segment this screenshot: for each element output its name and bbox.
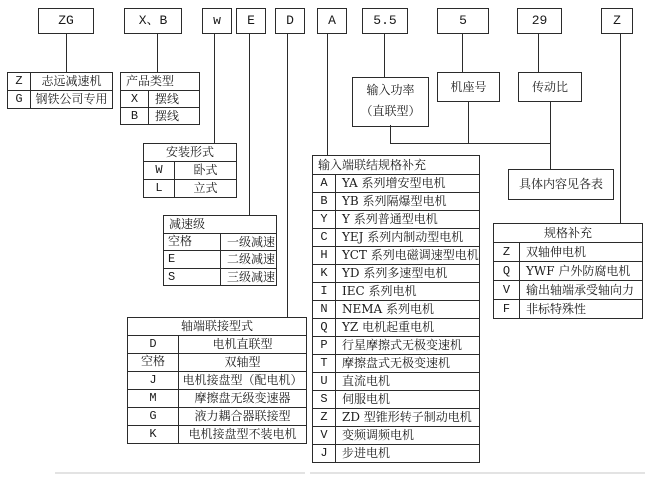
desc-cell: 液力耦合器联接型 <box>194 409 291 423</box>
code-cell: P <box>313 337 336 354</box>
table-row <box>164 233 276 250</box>
table-row <box>313 390 479 408</box>
table-row <box>313 174 479 192</box>
table-title: 规格补充 <box>543 226 592 240</box>
table-row <box>128 371 306 389</box>
code-cell: L <box>144 180 175 197</box>
code-cell: A <box>313 175 336 192</box>
brand-table <box>7 72 113 109</box>
table-row <box>128 407 306 425</box>
input-power-label-line2: （直联型） <box>360 104 421 118</box>
table-row <box>313 426 479 444</box>
code-box-stage: E <box>236 8 266 34</box>
table-row <box>313 282 479 300</box>
code-cell: K <box>128 426 179 443</box>
desc-cell: NEMA 系列电机 <box>342 302 435 316</box>
connector-ratio-line <box>538 34 539 72</box>
code-cell: F <box>494 300 520 318</box>
callout-input-power <box>352 77 429 127</box>
connector-ratio-to-see-tables <box>550 102 551 169</box>
code-cell: 空格 <box>164 234 221 250</box>
table-row <box>494 242 642 261</box>
table-title: 输入端联结规格补充 <box>318 158 427 172</box>
table-title: 安装形式 <box>165 145 214 159</box>
desc-cell: 立式 <box>193 181 218 195</box>
callout-see-tables: 具体内容见各表 <box>508 169 614 200</box>
table-row <box>121 90 199 107</box>
code-cell: I <box>313 283 336 300</box>
connector-power-to-bus <box>390 125 391 143</box>
desc-cell: 直流电机 <box>342 374 391 388</box>
code-cell: D <box>128 336 179 353</box>
code-cell: V <box>494 281 520 299</box>
table-row <box>313 192 479 210</box>
table-title: 产品类型 <box>126 74 175 88</box>
connector-stage-line <box>249 34 250 215</box>
connector-input-line <box>327 34 328 155</box>
code-cell: X <box>121 91 149 107</box>
code-cell: H <box>313 247 336 264</box>
code-cell: 空格 <box>128 354 179 371</box>
table-row <box>128 425 306 443</box>
code-cell: Y <box>313 211 336 228</box>
input-power-label-line1: 输入功率 <box>366 83 415 97</box>
table-row <box>313 318 479 336</box>
desc-cell: YCT 系列电磁调速型电机 <box>342 248 479 262</box>
table-row <box>313 228 479 246</box>
table-row <box>313 354 479 372</box>
code-cell: N <box>313 301 336 318</box>
desc-cell: 电机接盘型（配电机） <box>182 373 303 387</box>
table-row <box>164 268 276 285</box>
table-row <box>313 210 479 228</box>
connector-frame-line <box>462 34 463 72</box>
callout-frame-no: 机座号 <box>437 72 500 102</box>
desc-cell: 电机直联型 <box>212 337 273 351</box>
desc-cell: YB 系列隔爆型电机 <box>342 194 447 208</box>
table-row <box>164 250 276 267</box>
desc-cell: 步进电机 <box>342 446 391 460</box>
table-row <box>313 336 479 354</box>
desc-cell: IEC 系列电机 <box>342 284 417 298</box>
code-cell: S <box>313 391 336 408</box>
desc-cell: 志远减速机 <box>41 74 102 88</box>
code-box-frame: 5 <box>437 8 489 34</box>
code-cell: Z <box>313 409 336 426</box>
code-cell: Z <box>494 243 520 261</box>
code-cell: K <box>313 265 336 282</box>
table-row <box>313 300 479 318</box>
code-box-input: A <box>317 8 347 34</box>
code-cell: G <box>8 91 31 108</box>
table-row <box>313 372 479 390</box>
spec-suffix-table <box>493 223 643 319</box>
code-cell: T <box>313 355 336 372</box>
desc-cell: 一级减速 <box>227 235 276 249</box>
connector-frame-to-bus <box>468 102 469 143</box>
code-cell: J <box>128 372 179 389</box>
code-cell: E <box>164 251 221 267</box>
desc-cell: 二级减速 <box>227 252 276 267</box>
table-row <box>128 335 306 353</box>
input-spec-table <box>312 155 480 463</box>
table-row <box>8 73 112 90</box>
shaft-coupling-table <box>127 317 307 444</box>
code-cell: M <box>128 390 179 407</box>
connector-bus-line <box>390 143 551 144</box>
reduction-stage-table <box>163 215 277 286</box>
table-row <box>494 261 642 280</box>
desc-cell: YA 系列增安型电机 <box>342 176 446 190</box>
table-row <box>144 179 236 197</box>
scan-artifact-line <box>55 472 305 474</box>
connector-mount-line <box>214 34 215 143</box>
table-row <box>8 90 112 108</box>
table-row <box>128 389 306 407</box>
code-box-brand: ZG <box>38 8 94 34</box>
desc-cell: 钢铁公司专用 <box>35 92 108 106</box>
connector-brand-line <box>66 34 67 72</box>
code-cell: C <box>313 229 336 246</box>
table-row <box>313 444 479 462</box>
code-box-shaft: D <box>275 8 305 34</box>
code-cell: W <box>144 162 175 179</box>
desc-cell: 摆线 <box>155 109 180 123</box>
table-row <box>313 408 479 426</box>
desc-cell: YD 系列多速型电机 <box>342 266 448 280</box>
connector-shaft-line <box>287 34 288 317</box>
table-row <box>313 246 479 264</box>
scan-artifact-line <box>310 472 645 474</box>
connector-suffix-line <box>620 34 621 223</box>
code-cell: Z <box>8 73 31 90</box>
desc-cell: ZD 型锥形转子制动电机 <box>342 410 472 424</box>
product-type-table <box>120 72 200 125</box>
code-box-power: 5.5 <box>362 8 408 34</box>
code-cell: B <box>313 193 336 210</box>
desc-cell: 卧式 <box>193 163 218 177</box>
desc-cell: 伺服电机 <box>342 392 391 406</box>
desc-cell: 双轴型 <box>224 355 261 369</box>
desc-cell: 摆线 <box>155 92 180 106</box>
code-cell: Q <box>313 319 336 336</box>
table-row <box>144 161 236 179</box>
table-row <box>313 264 479 282</box>
code-cell: B <box>121 108 149 124</box>
table-row <box>128 353 306 371</box>
mounting-table <box>143 143 237 198</box>
table-row <box>494 299 642 318</box>
code-cell: S <box>164 269 221 285</box>
table-title: 减速级 <box>169 217 206 231</box>
desc-cell: YZ 电机起重电机 <box>342 320 435 334</box>
code-cell: G <box>128 408 179 425</box>
desc-cell: YWF 户外防腐电机 <box>526 264 631 278</box>
desc-cell: 双轴伸电机 <box>526 245 587 259</box>
code-cell: V <box>313 427 336 444</box>
callout-ratio: 传动比 <box>518 72 582 102</box>
desc-cell: 摩擦盘式无极变速机 <box>342 356 451 370</box>
desc-cell: 电机接盘型不装电机 <box>188 427 297 441</box>
table-title: 轴端联接型式 <box>180 319 253 333</box>
table-row <box>494 280 642 299</box>
desc-cell: 变频调频电机 <box>342 428 415 442</box>
desc-cell: 三级减速 <box>227 269 276 284</box>
desc-cell: 摩擦盘无级变速器 <box>194 391 291 405</box>
connector-product-line <box>157 34 158 72</box>
code-box-product: X、B <box>124 8 182 34</box>
desc-cell: 行星摩擦式无极变速机 <box>342 338 463 352</box>
code-cell: U <box>313 373 336 390</box>
table-row <box>121 107 199 124</box>
code-box-mount: w <box>202 8 232 34</box>
connector-power-line <box>384 34 385 77</box>
desc-cell: 非标特殊性 <box>526 302 587 316</box>
desc-cell: YEJ 系列内制动型电机 <box>342 230 464 244</box>
code-box-suffix: Z <box>601 8 633 34</box>
code-box-ratio: 29 <box>517 8 562 34</box>
code-cell: Q <box>494 262 520 280</box>
desc-cell: 输出轴端承受轴向力 <box>526 283 635 297</box>
code-cell: J <box>313 445 336 462</box>
desc-cell: Y 系列普通型电机 <box>342 212 438 226</box>
